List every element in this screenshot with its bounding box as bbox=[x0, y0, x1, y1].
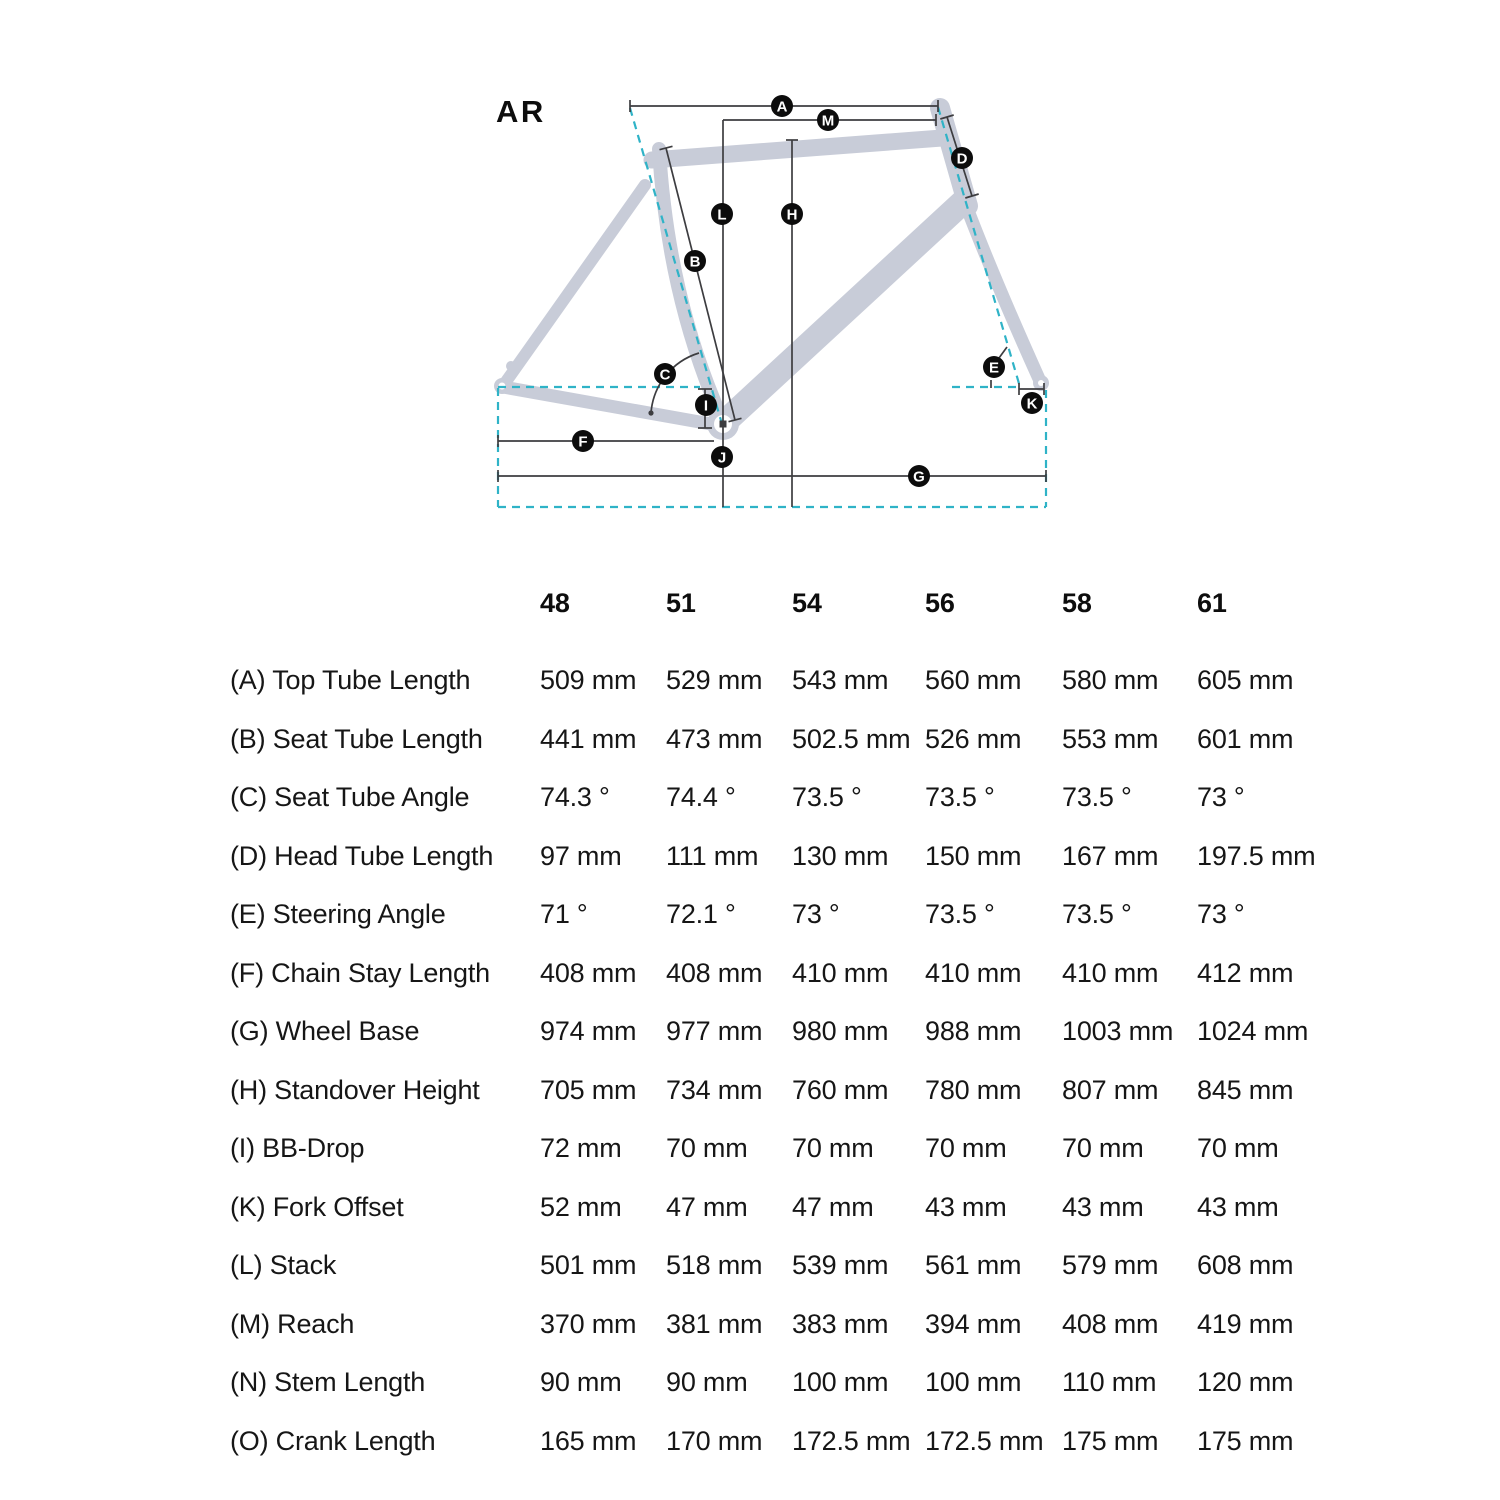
geometry-value: 705 mm bbox=[540, 1074, 637, 1105]
row-label: (F) Chain Stay Length bbox=[230, 957, 490, 988]
geometry-value: 172.5 mm bbox=[792, 1425, 911, 1456]
table-row bbox=[230, 886, 1480, 945]
geometry-value: 175 mm bbox=[1062, 1425, 1159, 1456]
badge-letter: H bbox=[786, 206, 798, 224]
geometry-value: 170 mm bbox=[666, 1425, 763, 1456]
badge-letter: D bbox=[956, 150, 968, 168]
geometry-value: 394 mm bbox=[925, 1308, 1022, 1339]
geometry-value: 73.5 ° bbox=[1062, 899, 1132, 930]
geometry-value: 408 mm bbox=[540, 957, 637, 988]
geometry-value: 441 mm bbox=[540, 723, 637, 754]
geometry-value: 110 mm bbox=[1062, 1367, 1157, 1398]
geometry-value: 47 mm bbox=[666, 1191, 748, 1222]
bike-geometry-diagram bbox=[440, 55, 1120, 575]
row-label: (N) Stem Length bbox=[230, 1367, 426, 1398]
geometry-value: 988 mm bbox=[925, 1016, 1022, 1047]
geometry-value: 43 mm bbox=[1062, 1191, 1144, 1222]
geometry-value: 410 mm bbox=[792, 957, 889, 988]
geometry-value: 601 mm bbox=[1197, 723, 1294, 754]
table-header-row bbox=[230, 574, 1480, 633]
geometry-value: 73.5 ° bbox=[1062, 782, 1132, 813]
row-label: (H) Standover Height bbox=[230, 1074, 480, 1105]
geometry-value: 529 mm bbox=[666, 665, 763, 696]
geometry-value: 412 mm bbox=[1197, 957, 1294, 988]
row-label: (E) Steering Angle bbox=[230, 899, 446, 930]
geometry-value: 100 mm bbox=[792, 1367, 889, 1398]
geometry-value: 1024 mm bbox=[1197, 1016, 1309, 1047]
geometry-value: 72 mm bbox=[540, 1133, 622, 1164]
geometry-value: 73 ° bbox=[1197, 899, 1245, 930]
geometry-value: 509 mm bbox=[540, 665, 637, 696]
geometry-value: 52 mm bbox=[540, 1191, 622, 1222]
geometry-value: 120 mm bbox=[1197, 1367, 1294, 1398]
page-title: AR bbox=[496, 94, 546, 129]
row-label: (A) Top Tube Length bbox=[230, 665, 471, 696]
badge-letter: G bbox=[913, 468, 925, 486]
geometry-value: 780 mm bbox=[925, 1074, 1022, 1105]
table-row bbox=[230, 1120, 1480, 1179]
geometry-value: 760 mm bbox=[792, 1074, 889, 1105]
geometry-value: 977 mm bbox=[666, 1016, 763, 1047]
geometry-value: 845 mm bbox=[1197, 1074, 1294, 1105]
geometry-value: 111 mm bbox=[666, 840, 759, 871]
geometry-value: 734 mm bbox=[666, 1074, 763, 1105]
geometry-value: 381 mm bbox=[666, 1308, 763, 1339]
table-row bbox=[230, 1003, 1480, 1062]
geometry-value: 580 mm bbox=[1062, 665, 1159, 696]
geometry-value: 974 mm bbox=[540, 1016, 637, 1047]
table-row bbox=[230, 1237, 1480, 1296]
geometry-value: 74.3 ° bbox=[540, 782, 610, 813]
geometry-value: 526 mm bbox=[925, 723, 1022, 754]
table-row bbox=[230, 1178, 1480, 1237]
geometry-value: 73.5 ° bbox=[925, 782, 995, 813]
geometry-value: 419 mm bbox=[1197, 1308, 1294, 1339]
geometry-value: 605 mm bbox=[1197, 665, 1294, 696]
geometry-value: 90 mm bbox=[666, 1367, 748, 1398]
badge-letter: J bbox=[717, 449, 727, 467]
badge-letter: A bbox=[776, 98, 788, 116]
geometry-value: 383 mm bbox=[792, 1308, 889, 1339]
geometry-value: 100 mm bbox=[925, 1367, 1022, 1398]
badge-letter: C bbox=[659, 366, 671, 384]
table-row bbox=[230, 769, 1480, 828]
size-column-header: 51 bbox=[666, 587, 696, 618]
row-label: (G) Wheel Base bbox=[230, 1016, 420, 1047]
geometry-value: 473 mm bbox=[666, 723, 763, 754]
row-label: (D) Head Tube Length bbox=[230, 840, 494, 871]
badge-letter: I bbox=[703, 397, 709, 415]
table-row bbox=[230, 1354, 1480, 1413]
badge-letter: K bbox=[1026, 395, 1038, 413]
row-label: (M) Reach bbox=[230, 1308, 355, 1339]
row-label: (L) Stack bbox=[230, 1250, 337, 1281]
geometry-value: 43 mm bbox=[925, 1191, 1007, 1222]
row-label: (I) BB-Drop bbox=[230, 1133, 365, 1164]
row-label: (B) Seat Tube Length bbox=[230, 723, 483, 754]
geometry-value: 172.5 mm bbox=[925, 1425, 1044, 1456]
geometry-value: 501 mm bbox=[540, 1250, 637, 1281]
geometry-value: 150 mm bbox=[925, 840, 1022, 871]
geometry-value: 408 mm bbox=[1062, 1308, 1159, 1339]
geometry-value: 73.5 ° bbox=[792, 782, 862, 813]
geometry-value: 175 mm bbox=[1197, 1425, 1294, 1456]
table-row bbox=[230, 827, 1480, 886]
geometry-value: 97 mm bbox=[540, 840, 622, 871]
geometry-value: 197.5 mm bbox=[1197, 840, 1316, 871]
row-label: (O) Crank Length bbox=[230, 1425, 436, 1456]
geometry-value: 73 ° bbox=[792, 899, 840, 930]
size-column-header: 54 bbox=[792, 587, 822, 618]
geometry-table bbox=[230, 574, 1480, 1471]
badge-letter: B bbox=[689, 253, 701, 271]
geometry-value: 70 mm bbox=[1062, 1133, 1144, 1164]
geometry-value: 539 mm bbox=[792, 1250, 889, 1281]
table-row bbox=[230, 1061, 1480, 1120]
geometry-value: 74.4 ° bbox=[666, 782, 736, 813]
geometry-value: 807 mm bbox=[1062, 1074, 1159, 1105]
geometry-value: 70 mm bbox=[792, 1133, 874, 1164]
geometry-value: 502.5 mm bbox=[792, 723, 911, 754]
geometry-value: 608 mm bbox=[1197, 1250, 1294, 1281]
geometry-value: 543 mm bbox=[792, 665, 889, 696]
geometry-value: 70 mm bbox=[666, 1133, 748, 1164]
geometry-value: 167 mm bbox=[1062, 840, 1159, 871]
badge-letter: M bbox=[821, 112, 835, 130]
geometry-value: 561 mm bbox=[925, 1250, 1022, 1281]
geometry-value: 518 mm bbox=[666, 1250, 763, 1281]
table-row bbox=[230, 1412, 1480, 1471]
badge-letter: L bbox=[717, 206, 727, 224]
table-row bbox=[230, 944, 1480, 1003]
geometry-value: 71 ° bbox=[540, 899, 588, 930]
size-column-header: 61 bbox=[1197, 587, 1227, 618]
badge-letter: E bbox=[988, 359, 1000, 377]
size-column-header: 58 bbox=[1062, 587, 1092, 618]
geometry-value: 560 mm bbox=[925, 665, 1022, 696]
geometry-value: 579 mm bbox=[1062, 1250, 1159, 1281]
geometry-value: 980 mm bbox=[792, 1016, 889, 1047]
geometry-value: 410 mm bbox=[1062, 957, 1159, 988]
table-row bbox=[230, 710, 1480, 769]
geometry-value: 90 mm bbox=[540, 1367, 622, 1398]
geometry-value: 73 ° bbox=[1197, 782, 1245, 813]
size-column-header: 56 bbox=[925, 587, 955, 618]
geometry-value: 130 mm bbox=[792, 840, 889, 871]
geometry-value: 43 mm bbox=[1197, 1191, 1279, 1222]
geometry-value: 73.5 ° bbox=[925, 899, 995, 930]
geometry-value: 70 mm bbox=[1197, 1133, 1279, 1164]
geometry-value: 408 mm bbox=[666, 957, 763, 988]
badge-letter: F bbox=[578, 433, 588, 451]
geometry-value: 553 mm bbox=[1062, 723, 1159, 754]
geometry-value: 47 mm bbox=[792, 1191, 874, 1222]
row-label: (C) Seat Tube Angle bbox=[230, 782, 470, 813]
geometry-value: 370 mm bbox=[540, 1308, 637, 1339]
geometry-value: 72.1 ° bbox=[666, 899, 736, 930]
row-label: (K) Fork Offset bbox=[230, 1191, 404, 1222]
size-column-header: 48 bbox=[540, 587, 570, 618]
geometry-value: 70 mm bbox=[925, 1133, 1007, 1164]
table-row bbox=[230, 652, 1480, 711]
geometry-value: 165 mm bbox=[540, 1425, 637, 1456]
table-row bbox=[230, 1295, 1480, 1354]
geometry-value: 1003 mm bbox=[1062, 1016, 1174, 1047]
geometry-value: 410 mm bbox=[925, 957, 1022, 988]
